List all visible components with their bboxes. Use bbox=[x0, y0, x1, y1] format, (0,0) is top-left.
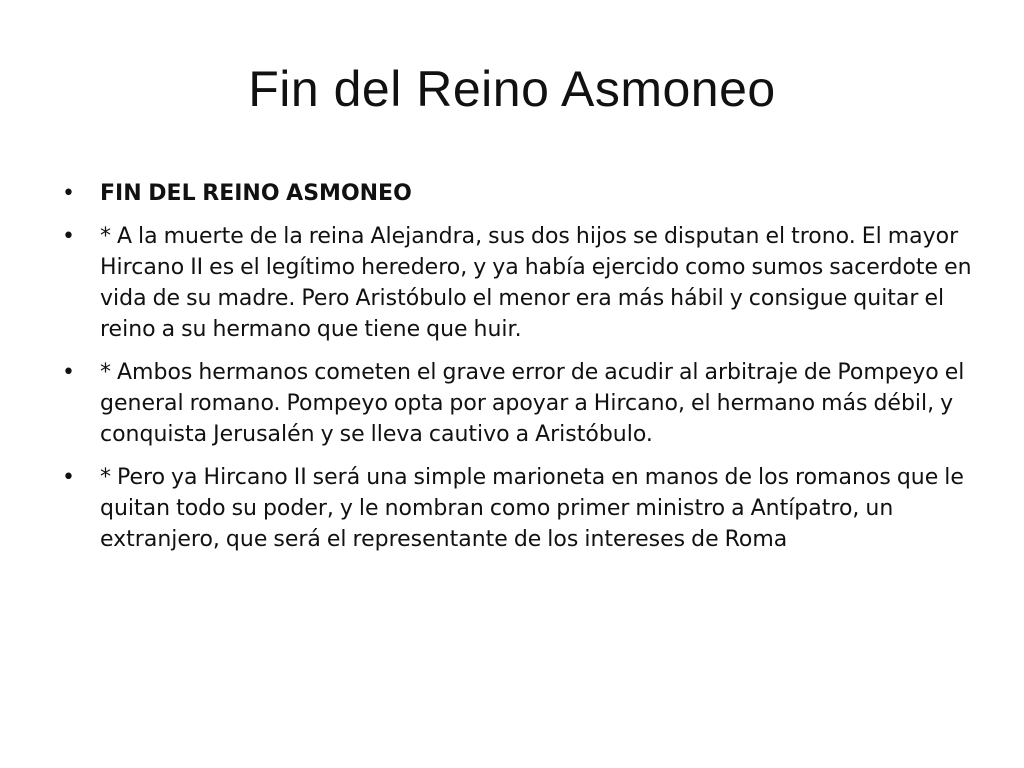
bullet-text: * Pero ya Hircano II será una simple marioneta en manos de los romanos que le quitan todo su poder, y le nombran como primer ministro a Antípatro, un extranjero, que será el representante de los intereses de Roma bbox=[100, 465, 964, 552]
bullet-item bbox=[62, 221, 972, 345]
bullet-text: * Ambos hermanos cometen el grave error de acudir al arbitraje de Pompeyo el general romano. Pompeyo opta por apoyar a Hircano, el hermano más débil, y conquista Jerusalén y se lleva cautivo a Aristóbulo. bbox=[100, 360, 965, 447]
bullet-item bbox=[62, 462, 972, 555]
bullet-icon: • bbox=[62, 465, 75, 490]
slide-title: Fin del Reino Asmoneo bbox=[248, 61, 776, 117]
bullet-list bbox=[62, 178, 972, 567]
bullet-text: * A la muerte de la reina Alejandra, sus dos hijos se disputan el trono. El mayor Hircano II es el legítimo heredero, y ya había ejercido como sumos sacerdote en vida de su madre. Pero Aristóbulo el menor era más hábil y consigue quitar el reino a su hermano que tiene que huir. bbox=[100, 224, 972, 342]
bullet-text: FIN DEL REINO ASMONEO bbox=[100, 181, 412, 206]
bullet-icon: • bbox=[62, 360, 75, 385]
bullet-item-heading bbox=[62, 178, 972, 209]
bullet-icon: • bbox=[62, 224, 75, 249]
bullet-item bbox=[62, 357, 972, 450]
bullet-icon: • bbox=[62, 181, 75, 206]
